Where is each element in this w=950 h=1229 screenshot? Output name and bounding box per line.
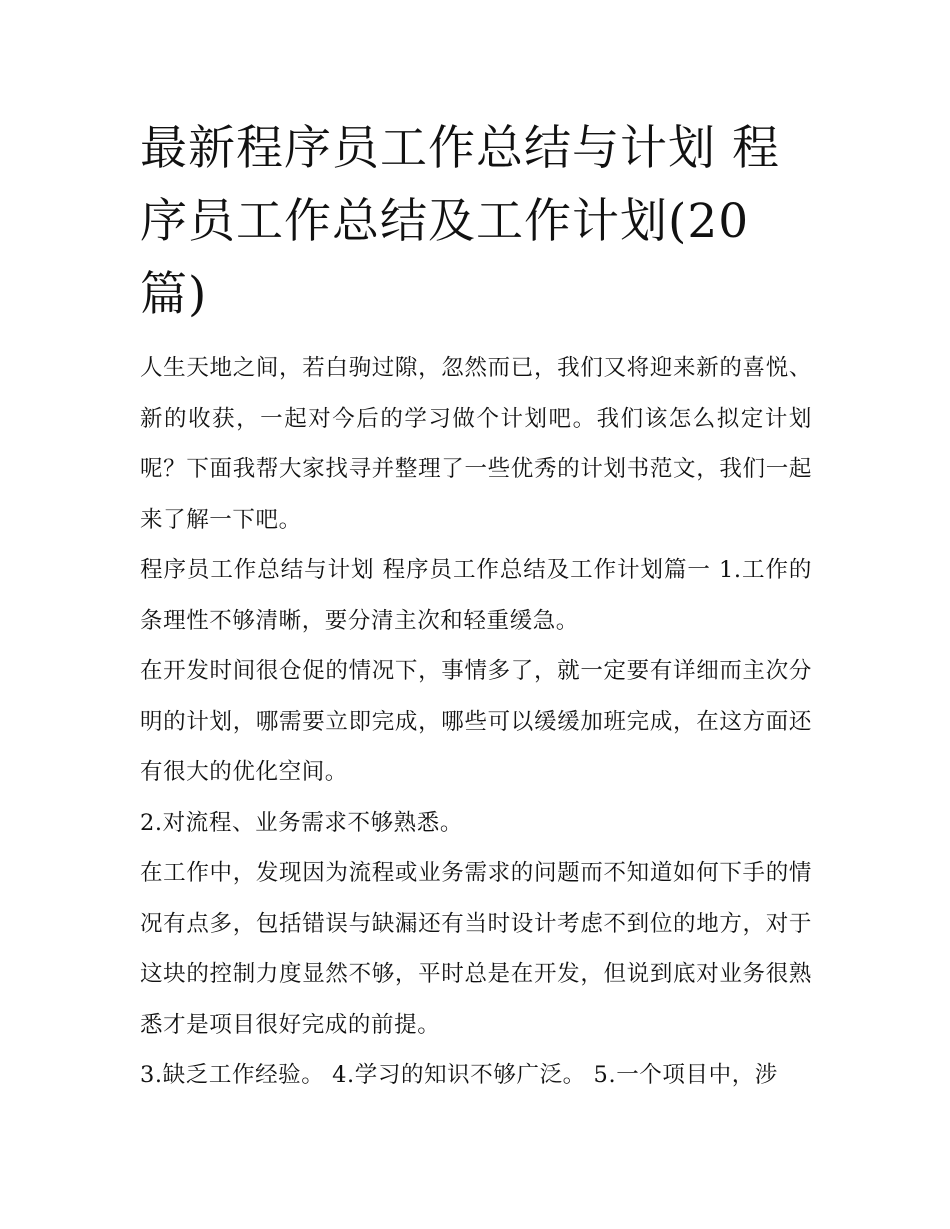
numbered-point-paragraph: 3.缺乏工作经验。 4.学习的知识不够广泛。 5.一个项目中，涉 — [140, 1062, 778, 1088]
document-page — [140, 112, 812, 1101]
section-heading-paragraph: 程序员工作总结与计划 程序员工作总结及工作计划篇一 1.工作的条理性不够清晰，要分清主次和轻重缓急。 — [140, 557, 812, 634]
intro-paragraph: 人生天地之间，若白驹过隙，忽然而已，我们又将迎来新的喜悦、新的收获，一起对今后的学习做个计划吧。我们该怎么拟定计划呢？下面我帮大家找寻并整理了一些优秀的计划书范文，我们一起来了解一下吧。 — [140, 355, 812, 533]
body-paragraph: 在工作中，发现因为流程或业务需求的问题而不知道如何下手的情况有点多，包括错误与缺漏还有当时设计考虑不到位的地方，对于这块的控制力度显然不够，平时总是在开发，但说到底对业务很熟悉才是项目很好完成的前提。 — [140, 860, 812, 1038]
body-paragraph: 在开发时间很仓促的情况下，事情多了，就一定要有详细而主次分明的计划，哪需要立即完成，哪些可以缓缓加班完成，在这方面还有很大的优化空间。 — [140, 658, 812, 785]
numbered-point-paragraph: 2.对流程、业务需求不够熟悉。 — [140, 809, 463, 836]
document-title: 最新程序员工作总结与计划 程序员工作总结及工作计划(20篇) — [140, 121, 780, 322]
